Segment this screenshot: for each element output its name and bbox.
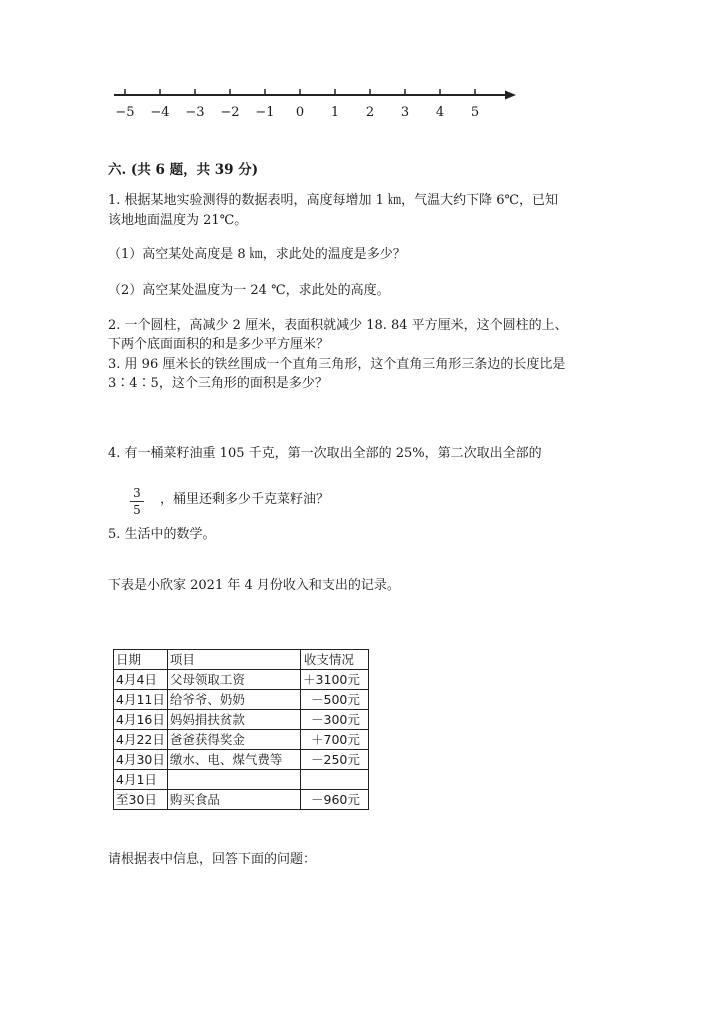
q4-fraction-bar [130,501,144,502]
number-line-label: 0 [295,105,305,120]
table-cell: －300元 [300,710,368,730]
table-cell: 4月30日 [114,750,168,770]
income-expense-table [113,649,369,810]
q1-sub2: （2）高空某处温度为一 24 ℃，求此处的高度。 [108,283,390,298]
number-line-label: −4 [150,105,170,120]
table-cell: －500元 [300,690,368,710]
number-line-arrow [505,91,516,100]
q5-title: 5. 生活中的数学。 [108,527,216,542]
table-header-row [114,650,369,670]
q4-fraction [130,486,144,517]
table-cell: 爸爸获得奖金 [167,730,300,750]
number-line-label: 5 [470,105,480,120]
table-cell: 4月16日 [114,710,168,730]
table-cell: 缴水、电、煤气费等 [167,750,300,770]
table-row [114,690,369,710]
number-line-label: −3 [185,105,205,120]
table-cell: 购买食品 [167,790,300,810]
table-cell [167,770,300,790]
table-cell: ＋700元 [300,730,368,750]
table-header-cell: 项目 [167,650,300,670]
q4-line2: ，桶里还剩多少千克菜籽油？ [160,492,330,507]
number-line-label: −5 [115,105,135,120]
table-cell: 4月4日 [114,670,168,690]
number-line-label: 4 [435,105,445,120]
table-cell: 4月11日 [114,690,168,710]
q5-prompt: 请根据表中信息，回答下面的问题： [108,852,317,867]
q1-sub1: （1）高空某处高度是 8 ㎞，求此处的温度是多少？ [108,247,406,262]
q1-line2: 该地地面温度为 21℃。 [108,213,248,228]
section-title: 六. (共 6 题，共 39 分) [108,162,259,178]
table-cell: 父母领取工资 [167,670,300,690]
table-cell: 妈妈捐扶贫款 [167,710,300,730]
q2-line1: 2. 一个圆柱，高减少 2 厘米，表面积就减少 18. 84 平方厘米，这个圆柱的上、 [108,318,568,333]
table-cell: 至30日 [114,790,168,810]
number-line-label: 2 [365,105,375,120]
q3-line2: 3∶4∶5，这个三角形的面积是多少？ [108,376,328,391]
table-row [114,750,369,770]
number-line-label: −1 [255,105,275,120]
table-cell [300,770,368,790]
number-line [100,78,530,128]
q4-fraction-numerator: 3 [133,486,141,500]
q3-line1: 3. 用 96 厘米长的铁丝围成一个直角三角形，这个直角三角形三条边的长度比是 [108,357,566,372]
q4-fraction-denominator: 5 [133,503,141,517]
q5-intro: 下表是小欣家 2021 年 4 月份收入和支出的记录。 [108,578,400,593]
q1-line1: 1. 根据某地实验测得的数据表明，高度每增加 1 ㎞，气温大约下降 6℃，已知 [108,193,559,208]
table-row [114,670,369,690]
table-cell: 4月1日 [114,770,168,790]
q2-line2: 下两个底面面积的和是多少平方厘米？ [108,337,330,352]
q4-line1: 4. 有一桶菜籽油重 105 千克，第一次取出全部的 25%，第二次取出全部的 [108,446,542,461]
table-row [114,770,369,790]
table-cell: ＋3100元 [300,670,368,690]
table-cell: 给爷爷、奶奶 [167,690,300,710]
table-header-cell: 收支情况 [300,650,368,670]
number-line-label: 3 [400,105,410,120]
table-row [114,710,369,730]
number-line-label: 1 [330,105,340,120]
table-cell: －250元 [300,750,368,770]
number-line-label: −2 [220,105,240,120]
table-cell: －960元 [300,790,368,810]
table-row [114,730,369,750]
table-row [114,790,369,810]
table-header-cell: 日期 [114,650,168,670]
table-cell: 4月22日 [114,730,168,750]
